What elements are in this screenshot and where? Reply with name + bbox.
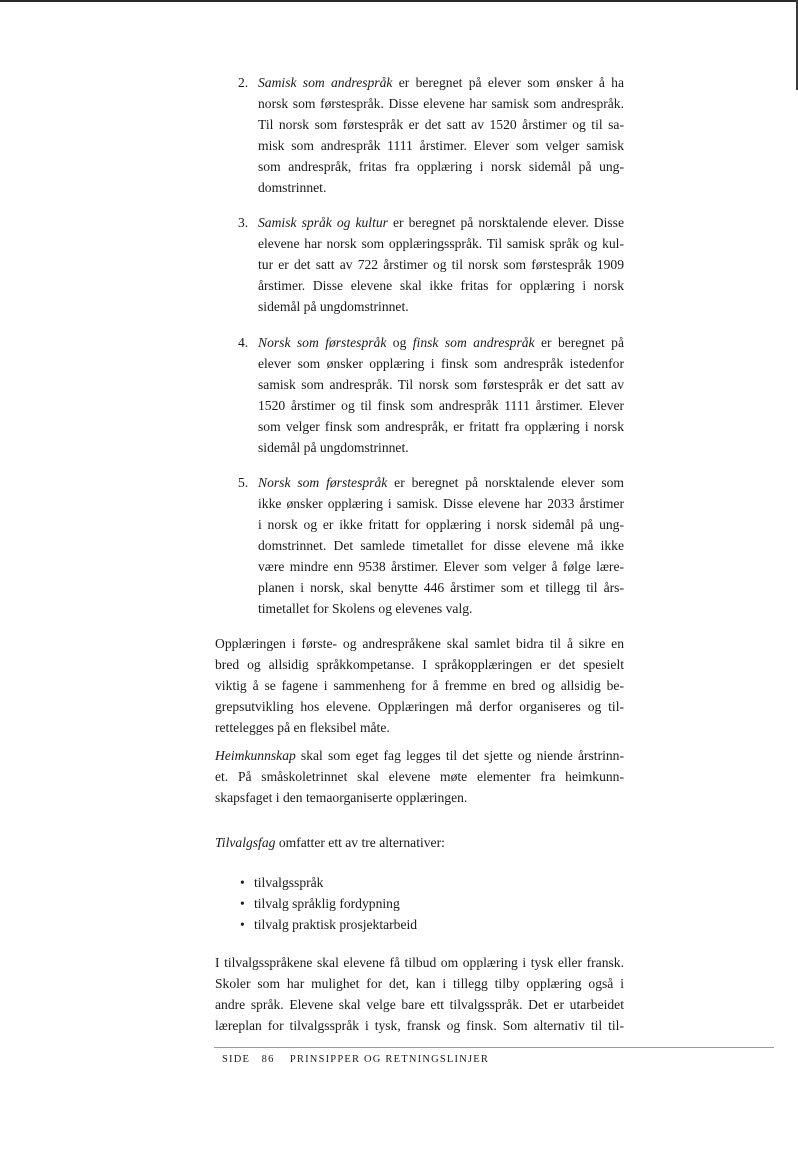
bullet-item: tilvalgsspråk	[254, 875, 324, 890]
list-item-line: planen i norsk, skal benytte 446 årstimer som et tillegg til års-	[258, 580, 624, 595]
bullet-item: tilvalg praktisk prosjektarbeid	[254, 917, 418, 932]
list-item-line: tur er det satt av 722 årstimer og til norsk som førstespråk 1909	[258, 257, 624, 272]
list-item-line: domstrinnet. Det samlede timetallet for disse elevene må ikke	[258, 538, 624, 553]
footer-page-label: SIDE	[222, 1054, 251, 1065]
list-item-line: sidemål på ungdomstrinnet.	[258, 299, 409, 314]
list-item-line: Samisk som andrespråk er beregnet på elever som ønsker å ha	[258, 75, 624, 90]
paragraph-line: et. På småskoletrinnet skal elevene møte elementer fra heimkunn-	[215, 769, 624, 784]
list-item-line: Norsk som førstespråk er beregnet på norsktalende elever som	[258, 475, 624, 490]
footer-section-title: PRINSIPPER OG RETNINGSLINJER	[289, 1054, 490, 1065]
list-item-line: elever som ønsker opplæring i finsk som andrespråk istedenfor	[258, 356, 624, 371]
paragraph-line: andre språk. Elevene skal velge bare ett tilvalgsspråk. Det er utarbeidet	[215, 997, 624, 1012]
list-item-line: Til norsk som førstespråk er det satt av 1520 årstimer og til sa-	[258, 117, 624, 132]
list-item-number: 5.	[238, 475, 249, 490]
list-item-line: som andrespråk, fritas fra opplæring i norsk sidemål på ung-	[258, 159, 624, 174]
list-item-number: 4.	[238, 335, 249, 350]
footer-page-number: 86	[261, 1054, 275, 1065]
paragraph-line: bred og allsidig språkkompetanse. I språkopplæringen er det spesielt	[215, 657, 624, 672]
list-item-number: 3.	[238, 215, 249, 230]
bullet-item: tilvalg språklig fordypning	[254, 896, 400, 911]
paragraph-line: Skoler som har mulighet for det, kan i tillegg tilby opplæring også i	[215, 976, 624, 991]
paragraph-line: læreplan for tilvalgsspråk i tysk, fransk og finsk. Som alternativ til til-	[215, 1018, 624, 1033]
paragraph-line: Heimkunnskap skal som eget fag legges til det sjette og niende årstrinn-	[215, 748, 624, 763]
paragraph-line: skapsfaget i den temaorganiserte opplæringen.	[215, 790, 468, 805]
list-item-line: årstimer. Disse elevene skal ikke fritas for opplæring i norsk	[258, 278, 624, 293]
list-item-line: norsk som førstespråk. Disse elevene har samisk som andrespråk.	[258, 96, 624, 111]
list-item-line: være mindre enn 9538 årstimer. Elever som velger å følge lære-	[258, 559, 624, 574]
paragraph-line: Opplæringen i første- og andrespråkene skal samlet bidra til å sikre en	[215, 636, 624, 651]
paragraph-line: grepsutvikling hos elevene. Opplæringen må derfor organiseres og til-	[215, 699, 624, 714]
bullet-icon: •	[240, 896, 245, 911]
list-item-line: misk som andrespråk 1111 årstimer. Elever som velger samisk	[258, 138, 624, 153]
list-item-line: i norsk og er ikke fritatt for opplæring i norsk sidemål på ung-	[258, 517, 624, 532]
bullet-icon: •	[240, 917, 245, 932]
footer-rule	[214, 1047, 774, 1048]
list-item-line: sidemål på ungdomstrinnet.	[258, 440, 409, 455]
bullet-icon: •	[240, 875, 245, 890]
list-item-line: domstrinnet.	[258, 180, 327, 195]
list-item-line: Norsk som førstespråk og finsk som andrespråk er beregnet på	[258, 335, 624, 350]
list-item-line: 1520 årstimer og til finsk som andrespråk 1111 årstimer. Elever	[258, 398, 624, 413]
paragraph-line: viktig å se fagene i sammenheng for å fremme en bred og allsidig be-	[215, 678, 624, 693]
list-item-line: som velger finsk som andrespråk, er fritatt fra opplæring i norsk	[258, 419, 624, 434]
paragraph-line: Tilvalgsfag omfatter ett av tre alternativer:	[215, 835, 445, 850]
page-footer	[222, 1054, 489, 1065]
list-item-line: ikke ønsker opplæring i samisk. Disse elevene har 2033 årstimer	[258, 496, 624, 511]
list-item-line: elevene har norsk som opplæringsspråk. Til samisk språk og kul-	[258, 236, 624, 251]
paragraph-line: rettelegges på en fleksibel måte.	[215, 720, 390, 735]
list-item-line: Samisk språk og kultur er beregnet på norsktalende elever. Disse	[258, 215, 624, 230]
list-item-line: samisk som andrespråk. Til norsk som førstespråk er det satt av	[258, 377, 624, 392]
paragraph-line: I tilvalgsspråkene skal elevene få tilbud om opplæring i tysk eller fransk.	[215, 955, 624, 970]
list-item-line: timetallet for Skolens og elevenes valg.	[258, 601, 473, 616]
list-item-number: 2.	[238, 75, 249, 90]
